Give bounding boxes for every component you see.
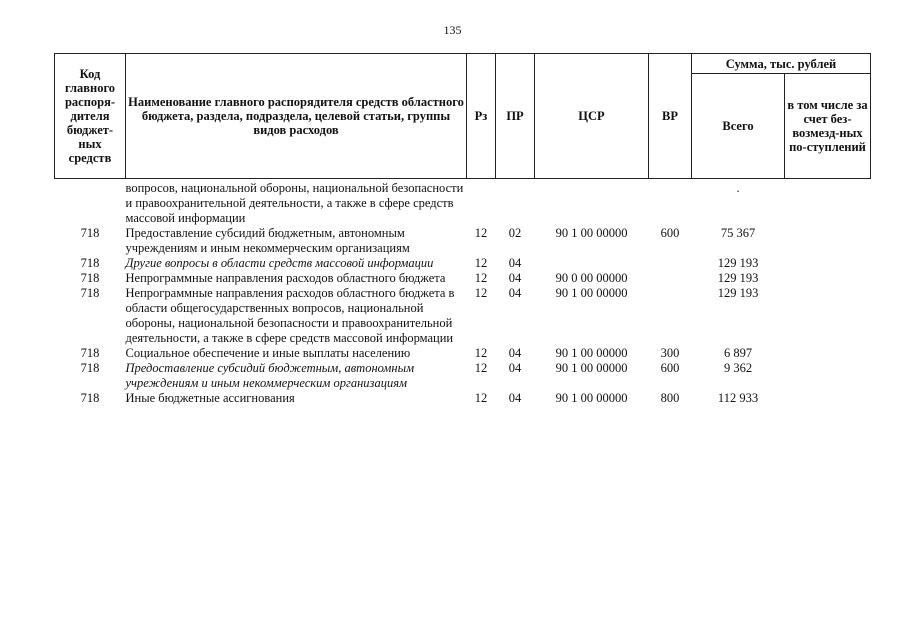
cell-csr — [535, 179, 649, 227]
cell-total: 112 933 — [717, 391, 759, 405]
cell-total: 6 897 — [723, 346, 753, 360]
cell-vr — [649, 286, 692, 346]
cell-gratuitous — [785, 346, 871, 361]
cell-pr: 04 — [508, 271, 522, 285]
cell-pr: 04 — [508, 391, 522, 405]
cell-rz: 12 — [474, 286, 488, 300]
cell-code: 718 — [80, 256, 100, 270]
cell-rz — [467, 179, 496, 227]
budget-table — [54, 53, 871, 406]
cell-csr: 90 1 00 00000 — [555, 346, 628, 360]
cell-vr: 800 — [660, 391, 680, 405]
cell-total: . — [736, 181, 740, 195]
cell-pr: 02 — [508, 226, 522, 240]
cell-rz: 12 — [474, 226, 488, 240]
cell-vr: 600 — [660, 226, 680, 240]
cell-pr: 04 — [508, 286, 522, 300]
cell-code: 718 — [80, 271, 100, 285]
cell-rz: 12 — [474, 361, 488, 375]
cell-csr: 90 1 00 00000 — [555, 226, 628, 240]
header-gratuitous: в том числе за счет без-возмезд-ных по-ступлений — [785, 74, 871, 179]
table-row — [55, 256, 871, 271]
table-row — [55, 226, 871, 256]
cell-pr: 04 — [508, 361, 522, 375]
header-code: Код главного распоря-дителя бюджет-ных средств — [55, 54, 126, 179]
cell-csr: 90 1 00 00000 — [555, 361, 628, 375]
cell-name: Предоставление субсидий бюджетным, автономным учреждениям и иным некоммерческим организациям — [125, 226, 410, 255]
cell-csr — [535, 256, 649, 271]
cell-pr — [496, 179, 535, 227]
table-row — [55, 391, 871, 406]
cell-gratuitous — [785, 286, 871, 346]
cell-name: Непрограммные направления расходов областного бюджета — [125, 271, 446, 285]
cell-gratuitous — [785, 226, 871, 256]
cell-total: 75 367 — [720, 226, 756, 240]
cell-total: 9 362 — [723, 361, 753, 375]
cell-gratuitous — [785, 361, 871, 391]
cell-vr — [649, 179, 692, 227]
cell-csr: 90 1 00 00000 — [555, 391, 628, 405]
header-name: Наименование главного распорядителя средств областного бюджета, раздела, подраздела, целевой статьи, группы видов расходов — [126, 54, 467, 179]
cell-pr: 04 — [508, 256, 522, 270]
cell-gratuitous — [785, 179, 871, 227]
cell-total: 129 193 — [717, 271, 759, 285]
cell-name: Иные бюджетные ассигнования — [125, 391, 295, 405]
cell-rz: 12 — [474, 256, 488, 270]
cell-gratuitous — [785, 271, 871, 286]
cell-rz: 12 — [474, 391, 488, 405]
cell-csr: 90 1 00 00000 — [555, 286, 628, 300]
cell-name: Социальное обеспечение и иные выплаты населению — [125, 346, 411, 360]
page-number: 135 — [443, 23, 462, 37]
cell-name: Непрограммные направления расходов областного бюджета в области общегосударственных вопросов, национальной обороны, национальной безопасности и правоохранительной деятельности, а также в сфере средств массовой информации — [125, 286, 455, 345]
cell-rz: 12 — [474, 346, 488, 360]
cell-name: вопросов, национальной обороны, национальной безопасности и правоохранительной деятельности, а также в сфере средств массовой информации — [125, 181, 464, 225]
table-row — [55, 179, 871, 227]
cell-vr — [649, 271, 692, 286]
cell-gratuitous — [785, 256, 871, 271]
cell-code: 718 — [80, 226, 100, 240]
header-pr: ПР — [496, 54, 535, 179]
cell-pr: 04 — [508, 346, 522, 360]
cell-csr: 90 0 00 00000 — [555, 271, 628, 285]
header-vr: ВР — [649, 54, 692, 179]
table-row — [55, 271, 871, 286]
cell-code: 718 — [80, 286, 100, 300]
cell-name: Другие вопросы в области средств массовой информации — [125, 256, 434, 270]
header-total: Всего — [692, 74, 785, 179]
cell-vr — [649, 256, 692, 271]
header-sum: Сумма, тыс. рублей — [692, 54, 871, 74]
cell-rz: 12 — [474, 271, 488, 285]
cell-total: 129 193 — [717, 256, 759, 270]
cell-gratuitous — [785, 391, 871, 406]
table-body — [55, 179, 871, 407]
cell-name: Предоставление субсидий бюджетным, автономным учреждениям и иным некоммерческим организациям — [125, 361, 415, 390]
table-row — [55, 361, 871, 391]
header-csr: ЦСР — [535, 54, 649, 179]
header-rz: Рз — [467, 54, 496, 179]
cell-total: 129 193 — [717, 286, 759, 300]
cell-code: 718 — [80, 391, 100, 405]
table-row — [55, 346, 871, 361]
cell-code — [55, 179, 126, 227]
table-header — [55, 54, 871, 179]
cell-vr: 600 — [660, 361, 680, 375]
cell-code: 718 — [80, 346, 100, 360]
cell-vr: 300 — [660, 346, 680, 360]
table-row — [55, 286, 871, 346]
cell-code: 718 — [80, 361, 100, 375]
